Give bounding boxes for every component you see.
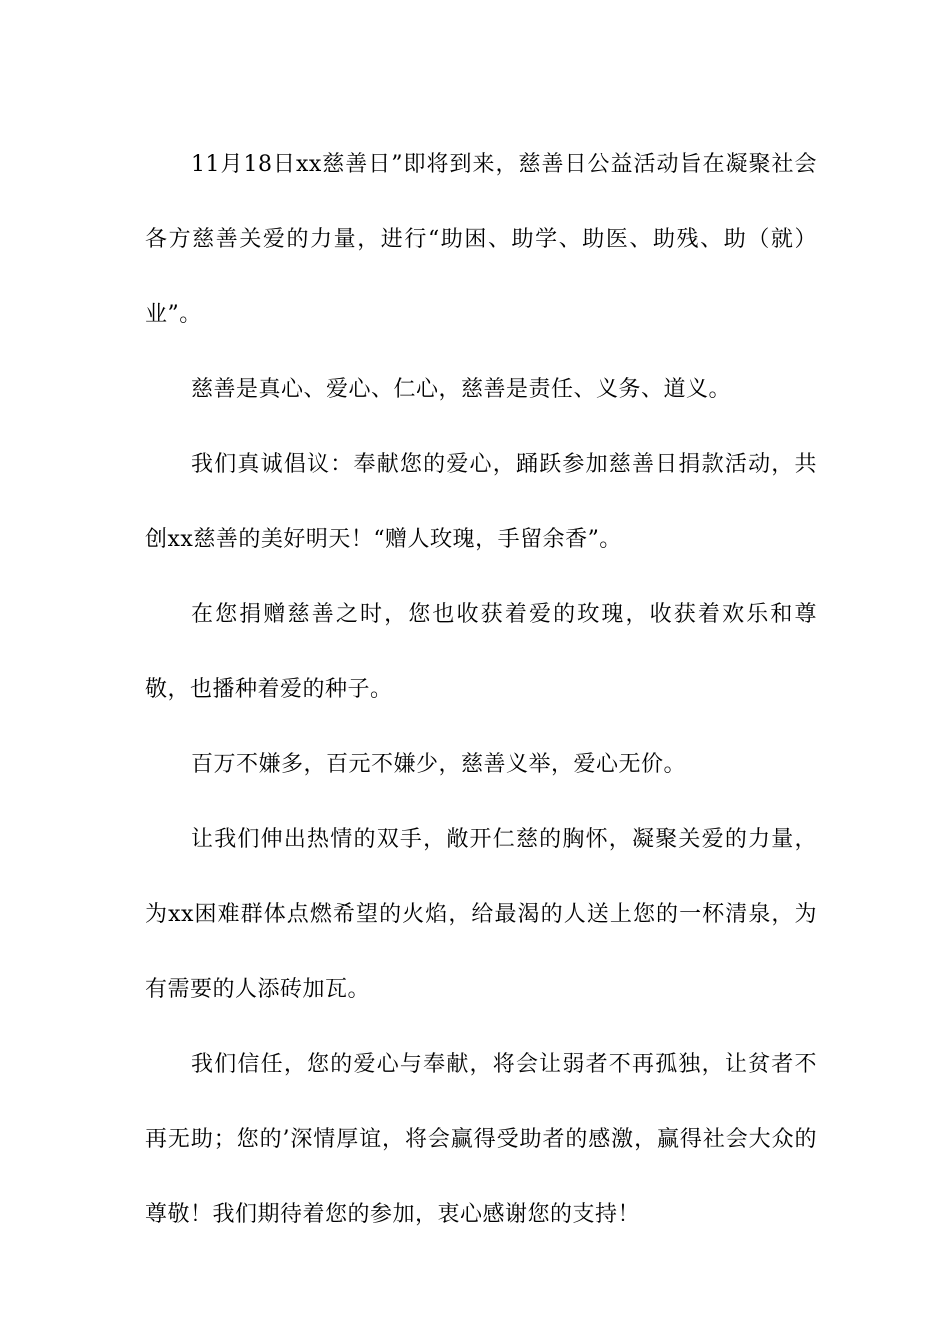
paragraph-2: 慈善是真心、爱心、仁心，慈善是责任、义务、道义。 [191,377,732,402]
paragraph-1: 11月18日xx慈善日”即将到来，慈善日公益活动旨在凝聚社会各方慈善关爱的力量，进行“助困、助学、助医、助残、助（就）业”。 [145,152,817,327]
paragraph-5: 百万不嫌多，百元不嫌少，慈善义举，爱心无价。 [191,752,687,777]
paragraph-6: 让我们伸出热情的双手，敞开仁慈的胸怀，凝聚关爱的力量，为xx困难群体点燃希望的火焰，给最渴的人送上您的一杯清泉，为有需要的人添砖加瓦。 [145,827,817,1002]
paragraph-7: 我们信任，您的爱心与奉献，将会让弱者不再孤独，让贫者不再无助；您的’深情厚谊，将会赢得受助者的感激，赢得社会大众的尊敬！我们期待着您的参加，衷心感谢您的支持！ [145,1052,817,1227]
paragraph-4: 在您捐赠慈善之时，您也收获着爱的玫瑰，收获着欢乐和尊敬，也播种着爱的种子。 [145,602,817,702]
paragraph-3: 我们真诚倡议：奉献您的爱心，踊跃参加慈善日捐款活动，共创xx慈善的美好明天！“赠人玫瑰，手留余香”。 [145,452,817,552]
document-body [145,127,817,1252]
